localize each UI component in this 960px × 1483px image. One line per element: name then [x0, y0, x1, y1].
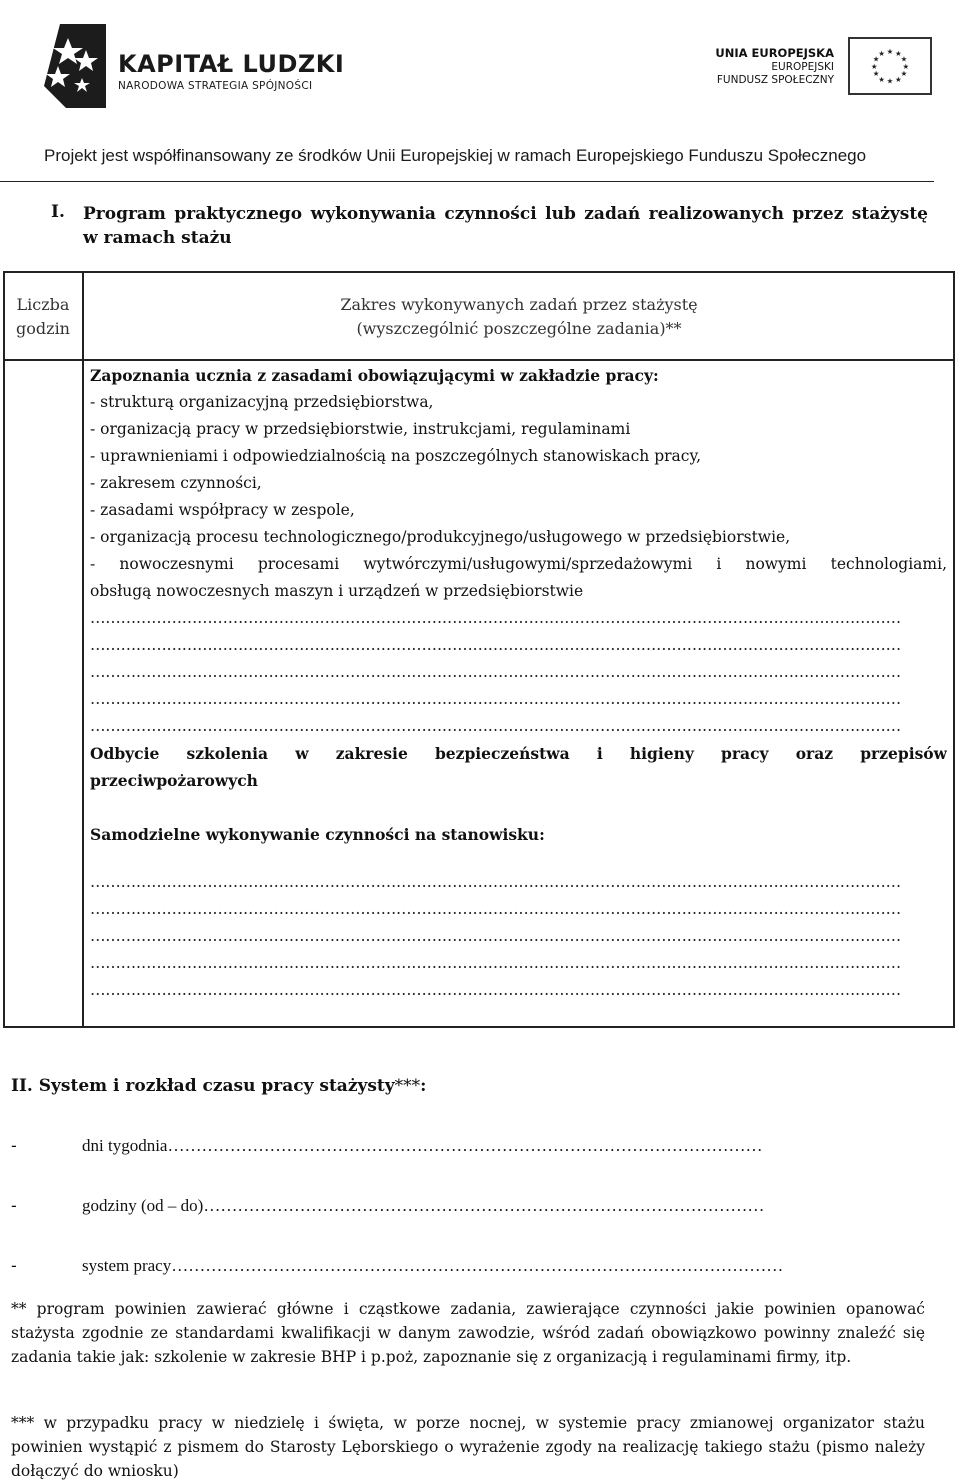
svg-text:★: ★: [900, 69, 908, 79]
list-item: - strukturą organizacyjną przedsiębiorstwa,: [90, 393, 434, 411]
svg-text:★: ★: [900, 54, 908, 64]
bullet-dash: -: [11, 1136, 17, 1156]
footnote-program: ** program powinien zawierać główne i cząstkowe zadania, zawierające czynności jakie powinien opanować stażysta zgodnie ze standardami kwalifikacji w danym zawodzie, wśród zadań obowiązkowo powinny znaleźć się zadania takie jak: szkolenie w zakresie BHP i p.poż, zapoznanie się z organizacją i regulaminami firmy, itp.: [11, 1300, 925, 1366]
fill-in-line[interactable]: ……………………………………………………………………………………………………………………………………………: [90, 609, 901, 627]
fill-in-line[interactable]: ……………………………………………………………………………………………………………………………………………: [90, 663, 901, 681]
bhp-training-heading-cont: przeciwpożarowych: [90, 771, 258, 790]
svg-text:★: ★: [886, 46, 894, 56]
fill-in-line[interactable]: ……………………………………………………………………………………………………………………………………………: [90, 717, 901, 735]
bhp-training-heading: Odbycie szkolenia w zakresie bezpieczeństwa i higieny pracy oraz przepisów: [90, 744, 947, 763]
fill-in-line[interactable]: ……………………………………………………………………………………………………………………………………………: [90, 981, 901, 999]
tasks-column-header: Zakres wykonywanych zadań przez stażystę (wyszczególnić poszczególne zadania)**: [340, 295, 698, 338]
svg-text:★: ★: [895, 48, 902, 58]
svg-text:★: ★: [902, 61, 910, 71]
bullet-dash: -: [11, 1256, 17, 1276]
eu-label-line2: EUROPEJSKI: [771, 61, 834, 73]
kapital-ludzki-logo-icon: [38, 20, 108, 112]
list-item: - uprawnieniami i odpowiedzialnością na poszczególnych stanowiskach pracy,: [90, 447, 702, 465]
logo-title: KAPITAŁ LUDZKI: [118, 50, 345, 78]
fill-in-line[interactable]: ……………………………………………………………………………………………………………………………………………: [90, 954, 901, 972]
bullet-dash: -: [11, 1196, 17, 1216]
svg-text:★: ★: [872, 54, 880, 64]
work-hours-field[interactable]: godziny (od – do)………………………………………………………………………………………: [82, 1196, 765, 1215]
hours-column-header: Liczba godzin: [16, 295, 70, 338]
eu-label-line3: FUNDUSZ SPOŁECZNY: [716, 74, 834, 86]
svg-text:★: ★: [878, 74, 885, 84]
cofinancing-note: Projekt jest współfinansowany ze środków Unii Europejskiej w ramach Europejskiego Funduszu Społecznego: [44, 146, 867, 165]
section2-title: II. System i rozkład czasu pracy stażysty***:: [11, 1076, 427, 1096]
svg-text:★: ★: [895, 74, 902, 84]
list-item: - nowoczesnymi procesami wytwórczymi/usługowymi/sprzedażowymi i nowymi technologiami,: [90, 555, 947, 573]
fill-in-line[interactable]: ……………………………………………………………………………………………………………………………………………: [90, 900, 901, 918]
footnote-work-system: *** w przypadku pracy w niedzielę i święta, w porze nocnej, w systemie pracy zmianowej organizator stażu powinien wystąpić z pismem do Starosty Lęborskiego o wyrażenie zgody na realizację takiego stażu (pismo należy dołączyć do wniosku): [11, 1414, 925, 1480]
svg-text:★: ★: [878, 48, 885, 58]
svg-text:★: ★: [870, 61, 878, 71]
work-system-field[interactable]: system pracy………………………………………………………………………………………………: [82, 1256, 784, 1275]
orientation-heading: Zapoznania ucznia z zasadami obowiązującymi w zakładzie pracy:: [90, 366, 659, 385]
fill-in-line[interactable]: ……………………………………………………………………………………………………………………………………………: [90, 690, 901, 708]
work-days-field[interactable]: dni tygodnia……………………………………………………………………………………………: [82, 1136, 763, 1155]
svg-text:★: ★: [872, 69, 880, 79]
list-item: - zasadami współpracy w zespole,: [90, 501, 355, 519]
independent-work-heading: Samodzielne wykonywanie czynności na stanowisku:: [90, 825, 545, 844]
logo-subtitle: NARODOWA STRATEGIA SPÓJNOŚCI: [118, 80, 313, 92]
fill-in-line[interactable]: ……………………………………………………………………………………………………………………………………………: [90, 873, 901, 891]
list-item: obsługą nowoczesnych maszyn i urządzeń w przedsiębiorstwie: [90, 582, 584, 600]
tasks-cell: [90, 362, 947, 1004]
fill-in-line[interactable]: ……………………………………………………………………………………………………………………………………………: [90, 636, 901, 654]
svg-text:★: ★: [886, 76, 894, 86]
fill-in-line[interactable]: ……………………………………………………………………………………………………………………………………………: [90, 927, 901, 945]
section1-number: I.: [51, 202, 65, 222]
table-header-divider: [4, 359, 954, 361]
eu-label-line1: UNIA EUROPEJSKA: [715, 46, 834, 60]
table-column-divider: [82, 272, 84, 1027]
section1-title: Program praktycznego wykonywania czynności lub zadań realizowanych przez stażystę w ramach stażu: [83, 204, 928, 248]
list-item: - organizacją procesu technologicznego/produkcyjnego/usługowego w przedsiębiorstwie,: [90, 528, 791, 546]
eu-flag-icon: [848, 37, 932, 95]
list-item: - organizacją pracy w przedsiębiorstwie, instrukcjami, regulaminami: [90, 420, 631, 438]
header-divider: [0, 181, 934, 182]
list-item: - zakresem czynności,: [90, 474, 262, 492]
